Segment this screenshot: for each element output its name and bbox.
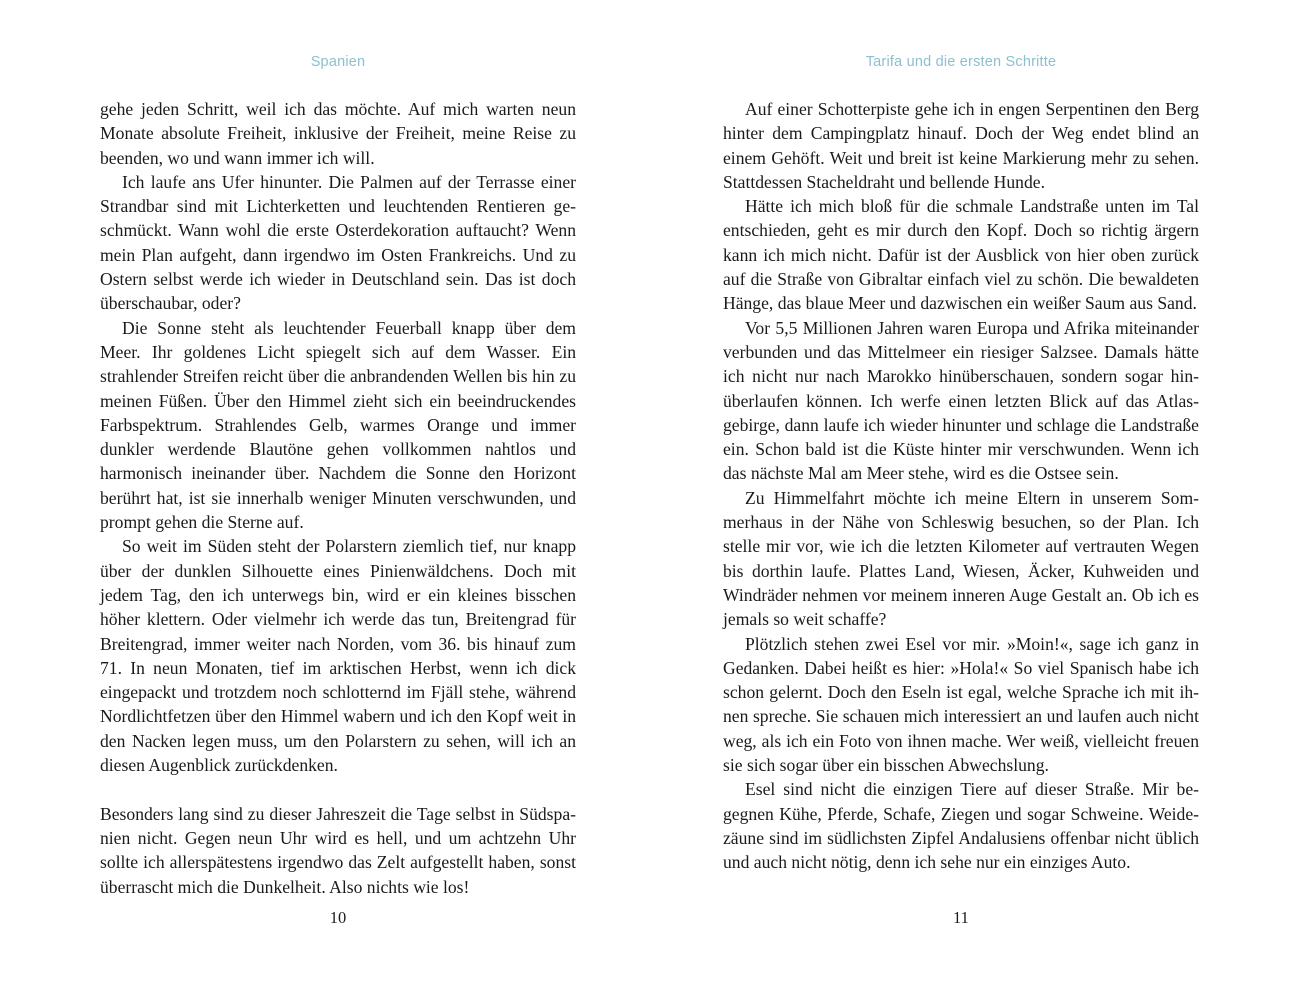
paragraph: Esel sind nicht die einzigen Tiere auf dieser Straße. Mir begegnen Kühe, Pferde, Schafe, Ziegen und sogar Schweine. Weidezäune sind im südlichsten Zipfel Andalusiens offenbar nicht üblich und auch nicht nötig, denn ich sehe nur ein einziges Auto. bbox=[723, 779, 1199, 873]
running-head-right: Tarifa und die ersten Schritte bbox=[865, 54, 1057, 70]
paragraph: Hätte ich mich bloß für die schmale Landstraße unten im Tal entschieden, geht es mir durch den Kopf. Doch so richtig ärgern kann ich mich nicht. Dafür ist der Ausblick von hier oben zurück auf die Straße von Gibraltar einfach viel zu schön. Die bewaldeten Hänge, das blaue Meer und dazwischen ein weißer Saum aus Sand. bbox=[723, 196, 1199, 314]
paragraph: Vor 5,5 Millionen Jahren waren Europa und Afrika miteinander verbunden und das Mittelmeer ein riesiger Salzsee. Damals hätte ich nicht nur nach Marokko hinüberschauen, sondern sogar hinüberlaufen können. Ich werfe einen letzten Blick auf das Atlasgebirge, dann laufe ich wieder hinunter und schlage die Landstraße ein. Schon bald ist die Küste hinter mir verschwunden. Wenn ich das nächste Mal am Meer stehe, wird es die Ostsee sein. bbox=[723, 317, 1199, 484]
page-number-right: 11 bbox=[953, 908, 969, 927]
paragraph: Plötzlich stehen zwei Esel vor mir. »Moin!«, sage ich ganz in Gedanken. Dabei heißt es hier: »Hola!« So viel Spanisch habe ich schon gelernt. Doch den Eseln ist egal, welche Sprache ich mit ihnen spreche. Sie schauen mich interessiert an und laufen auch nicht weg, als ich ein Foto von ihnen mache. Wer weiß, vielleicht freuen sie sich sogar über ein bisschen Abwechslung. bbox=[723, 633, 1199, 776]
paragraph: Auf einer Schotterpiste gehe ich in engen Serpentinen den Berg hinter dem Campingplatz hinauf. Doch der Weg endet blind an einem Gehöft. Weit und breit ist keine Markierung mehr zu sehen. Stattdessen Stacheldraht und bellende Hunde. bbox=[723, 99, 1199, 192]
right-page bbox=[723, 0, 1199, 1000]
paragraph: Zu Himmelfahrt möchte ich meine Eltern in unserem Sommerhaus in der Nähe von Schleswig besuchen, so der Plan. Ich stelle mir vor, wie ich die letzten Kilometer auf vertrauten Wegen bis dorthin laufe. Plattes Land, Wiesen, Äcker, Kuhweiden und Windräder nehmen vor meinem inneren Auge Gestalt an. Ob ich es jemals so weit schaffe? bbox=[723, 487, 1199, 630]
paragraph: Ich laufe ans Ufer hinunter. Die Palmen auf der Terrasse einer Strandbar sind mit Lichterketten und leuchtenden Rentieren geschmückt. Wann wohl die erste Osterdekoration auftaucht? Wenn mein Plan aufgeht, dann irgendwo im Osten Frankreichs. Und zu Ostern selbst werde ich wieder in Deutschland sein. Das ist doch überschaubar, oder? bbox=[100, 171, 576, 314]
paragraph: So weit im Süden steht der Polarstern ziemlich tief, nur knapp über der dunklen Silhouette eines Pinienwäldchens. Doch mit jedem Tag, den ich unterwegs bin, wird er ein kleines bisschen höher klettern. Oder vielmehr ich werde das tun, Breitengrad für Breitengrad, immer weiter nach Norden, vom 36. bis hinauf zum 71. In neun Monaten, tief im arktischen Herbst, wenn ich dick eingepackt und trotzdem noch schlotternd im Fjäll stehe, während Nordlichtfetzen über den Himmel wabern und ich den Kopf weit in den Nacken legen muss, um den Polarstern zu sehen, will ich an diesen Augenblick zurückdenken. bbox=[100, 536, 576, 776]
paragraph: Die Sonne steht als leuchtender Feuerball knapp über dem Meer. Ihr goldenes Licht spiegelt sich auf dem Wasser. Ein strahlender Streifen reicht über die anbrandenden Wellen bis hin zu meinen Füßen. Über den Himmel zieht sich ein beeindruckendes Farbspektrum. Strahlendes Gelb, warmes Orange und immer dunkler werdende Blautöne gehen vollkommen nahtlos und harmonisch ineinander über. Nachdem die Sonne den Horizont berührt hat, ist sie innerhalb weniger Minuten verschwunden, und prompt gehen die Sterne auf. bbox=[100, 317, 576, 533]
right-page-text bbox=[723, 97, 1199, 875]
left-page bbox=[100, 0, 576, 1000]
left-page-text bbox=[100, 97, 576, 899]
paragraph: Besonders lang sind zu dieser Jahreszeit die Tage selbst in Südspanien nicht. Gegen neun Uhr wird es hell, und um achtzehn Uhr sollte ich allerspätestens irgendwo das Zelt aufgestellt haben, sonst überrascht mich die Dunkelheit. Also nichts wie los! bbox=[100, 803, 576, 897]
page-number-left: 10 bbox=[329, 908, 347, 927]
running-head-left: Spanien bbox=[310, 54, 366, 70]
paragraph: gehe jeden Schritt, weil ich das möchte. Auf mich warten neun Monate absolute Freiheit, inklusive der Freiheit, meine Reise zu beenden, wo und wann immer ich will. bbox=[100, 99, 576, 168]
